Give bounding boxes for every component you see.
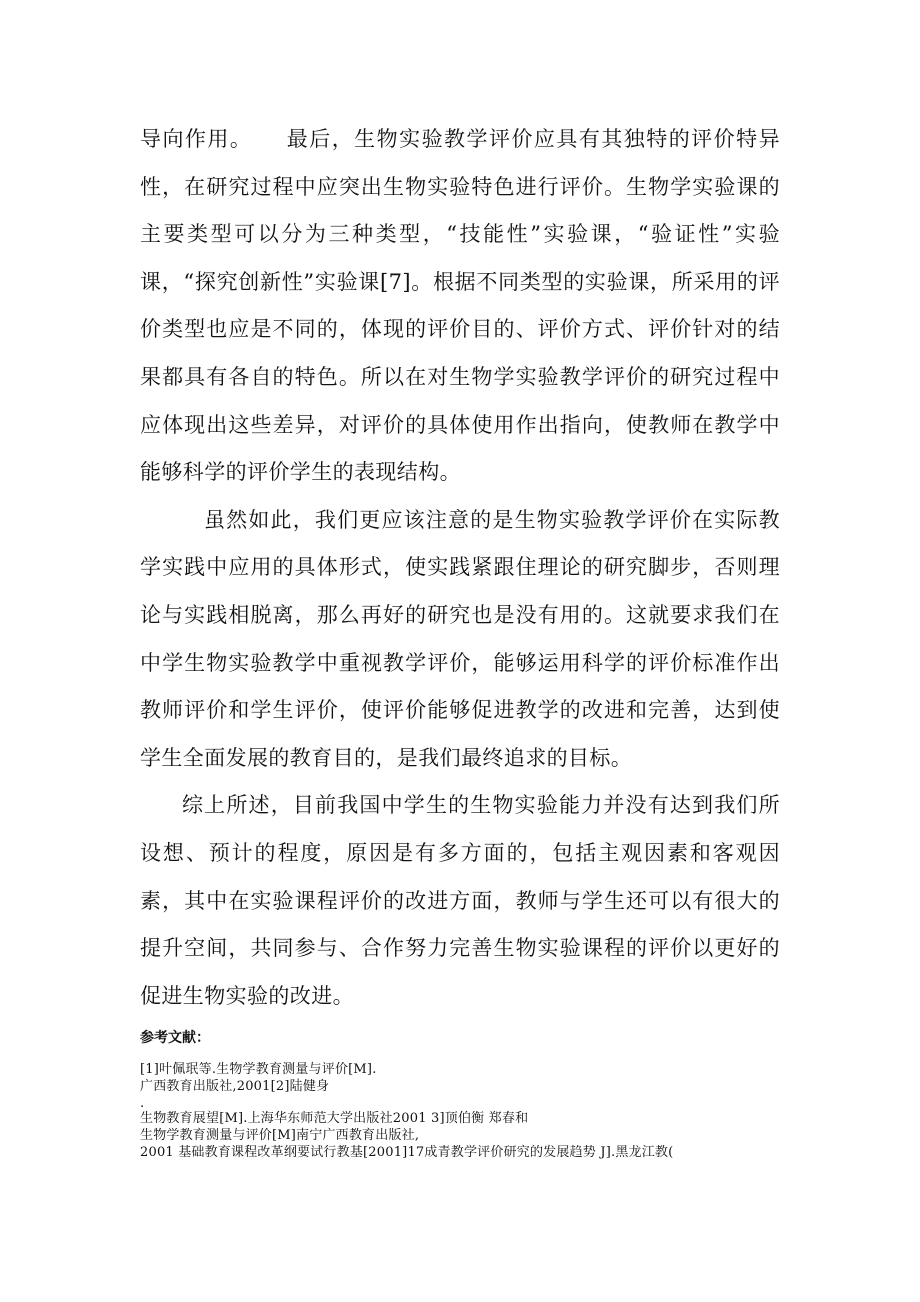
- reference-line-5: 生物学教育测量与评价[M]南宁广西教育出版社,: [140, 1128, 420, 1143]
- paragraph-conclusion: 综上所述，目前我国中学生的生物实验能力并没有达到我们所设想、预计的程度，原因是有多方面的，包括主观因素和客观因素，其中在实验课程评价的改进方面，教师与学生还可以有很大的提升空间，共同参与、合作努力完善生物实验课程的评价以更好的促进生物实验的改进。: [140, 793, 780, 1008]
- reference-line-2: 广西教育出版社,2001[2]陆健身: [140, 1079, 330, 1094]
- paragraph-evaluation-specificity: 导向作用。 最后，生物实验教学评价应具有其独特的评价特异性，在研究过程中应突出生物实验特色进行评价。生物学实验课的主要类型可以分为三种类型，“技能性”实验课，“验证性”实验课，“探究创新性”实验课[7]。根据不同类型的实验课，所采用的评价类型也应是不同的，体现的评价目的、评价方式、评价针对的结果都具有各自的特色。所以在对生物学实验教学评价的研究过程中应体现出这些差异，对评价的具体使用作出指向，使教师在教学中能够科学的评价学生的表现结构。: [140, 127, 780, 485]
- reference-line-4: 生物教育展望[M].上海华东师范大学出版社2001 3]顶伯衡 郑春和: [140, 1111, 529, 1126]
- body-text: [140, 116, 780, 1020]
- reference-line-6: 2001 基础教育课程改革纲要试行教基[2001]17成青教学评价研究的发展趋势 J].黑龙江教(: [140, 1145, 674, 1160]
- reference-line-1: [1]叶佩珉等.生物学教育测量与评价[M].: [140, 1062, 377, 1077]
- references-section: [140, 1029, 790, 1161]
- paragraph-practice-application: 虽然如此，我们更应该注意的是生物实验教学评价在实际教学实践中应用的具体形式，使实践紧跟住理论的研究脚步，否则理论与实践相脱离，那么再好的研究也是没有用的。这就要求我们在中学生物实验教学中重视教学评价，能够运用科学的评价标准作出教师评价和学生评价，使评价能够促进教学的改进和完善，达到使学生全面发展的教育目的，是我们最终追求的目标。: [140, 507, 780, 770]
- references-title: 参考文献：: [140, 1030, 210, 1046]
- reference-line-3: .: [140, 1096, 145, 1111]
